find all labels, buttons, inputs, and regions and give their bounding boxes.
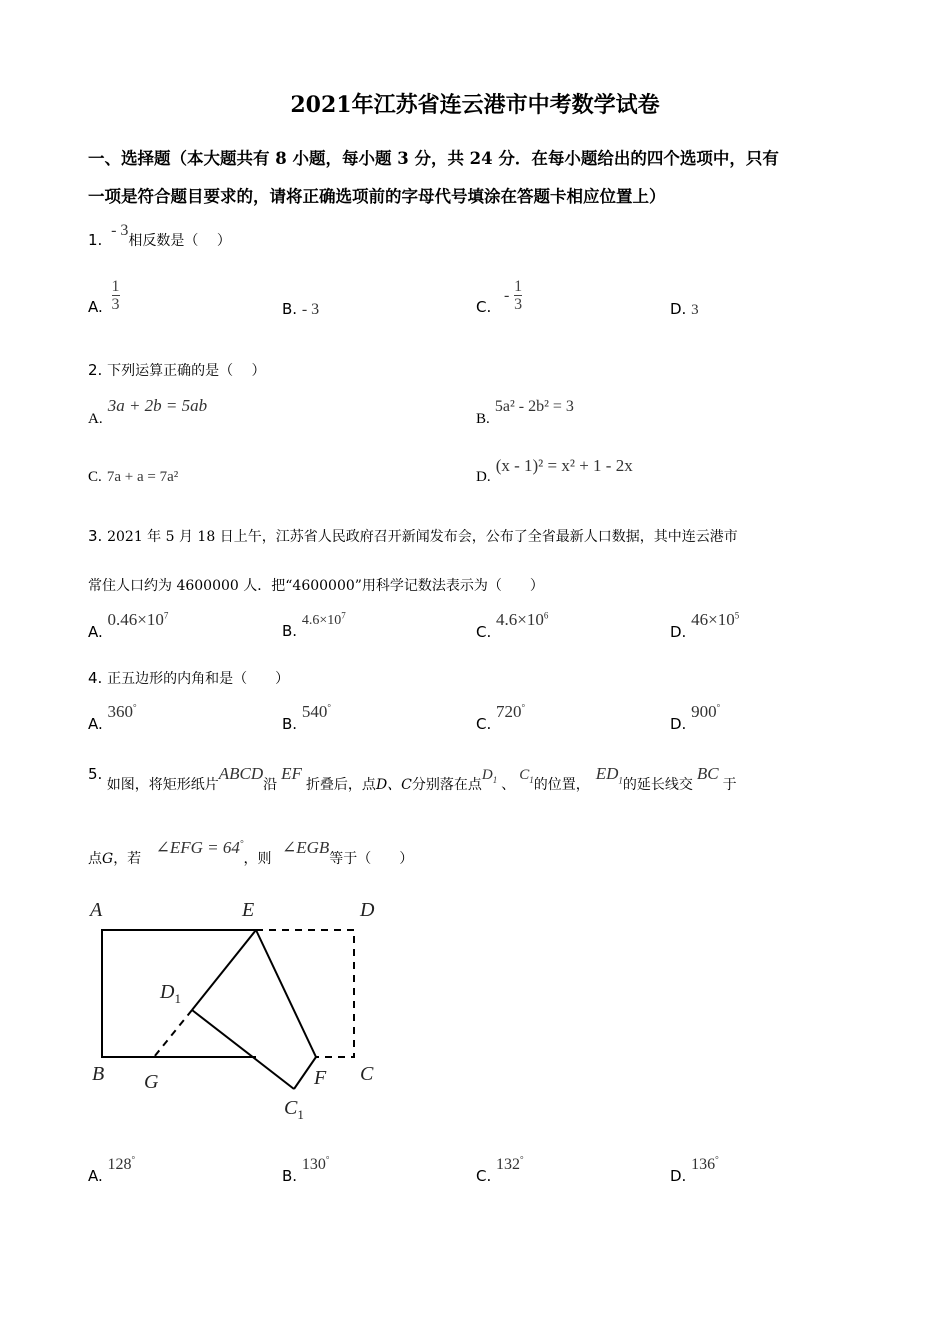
letter: C xyxy=(284,1097,298,1119)
label-d1 xyxy=(159,981,181,1006)
base: 0.46×10 xyxy=(107,610,164,629)
option-value xyxy=(302,1156,330,1173)
label-d: D xyxy=(360,899,375,921)
section-instructions-line1: 一、选择题（本大题共有 8 小题，每小题 3 分，共 24 分．在每小题给出的四个选项中，只有 xyxy=(88,149,779,168)
question-2 xyxy=(88,360,266,380)
option-value xyxy=(691,610,739,629)
q4-option-a[interactable] xyxy=(88,702,137,733)
degree-value: 132 xyxy=(496,1156,521,1174)
option-sign: - xyxy=(504,287,510,304)
denominator: 3 xyxy=(111,296,120,313)
option-label: D. xyxy=(670,300,687,318)
question-5-line1 xyxy=(88,764,737,793)
option-value xyxy=(496,702,525,721)
degree-value: 136 xyxy=(691,1156,716,1174)
q1-option-c[interactable] xyxy=(476,278,523,316)
text-part: 折叠后，点 xyxy=(305,777,376,793)
q2-option-d[interactable] xyxy=(476,456,633,485)
math-ef: EF xyxy=(281,764,302,783)
text-part: 分别落在点 xyxy=(411,777,482,793)
label-f: F xyxy=(314,1067,327,1089)
question-4 xyxy=(88,668,289,688)
text-part: 如图，将矩形纸片 xyxy=(106,777,219,793)
q2-option-c[interactable] xyxy=(88,466,178,486)
segment-e-f xyxy=(256,930,316,1057)
segment-d1-c1 xyxy=(192,1010,294,1089)
q1-option-d[interactable] xyxy=(670,300,699,319)
q3-option-b[interactable] xyxy=(282,610,346,640)
option-label: C. xyxy=(476,298,492,316)
text-part: 沿 xyxy=(263,777,278,793)
option-label: D. xyxy=(670,715,687,733)
option-label: B. xyxy=(282,715,298,733)
degree-value: 360 xyxy=(107,702,134,721)
question-text: 正五边形的内角和是（ ） xyxy=(107,671,290,687)
q4-option-b[interactable] xyxy=(282,702,331,733)
option-label: A. xyxy=(88,298,103,316)
option-value xyxy=(108,610,169,629)
text-part: D、C xyxy=(375,777,412,793)
degree-sign: ° xyxy=(520,1155,524,1165)
subscript: 1 xyxy=(529,775,534,785)
q1-option-b[interactable] xyxy=(282,300,319,319)
option-value xyxy=(496,610,548,629)
q3-option-a[interactable] xyxy=(88,610,169,641)
q4-option-c[interactable] xyxy=(476,702,526,733)
option-expression: (x - 1)² = x² + 1 - 2x xyxy=(495,456,633,475)
option-value xyxy=(496,1156,524,1173)
subscript: 1 xyxy=(297,1107,304,1122)
question-5-line2 xyxy=(88,838,414,867)
q2-option-a[interactable] xyxy=(88,396,208,427)
degree-value: 900 xyxy=(691,702,717,721)
question-1 xyxy=(88,222,231,250)
option-value xyxy=(691,1156,719,1173)
text-part: 的位置， xyxy=(533,777,590,793)
label-b: B xyxy=(92,1063,105,1085)
option-value xyxy=(302,702,331,721)
option-expression: 5a² - 2b² = 3 xyxy=(494,398,574,415)
degree-value: 540 xyxy=(301,702,328,721)
q4-option-d[interactable] xyxy=(670,702,721,733)
label-e: E xyxy=(242,899,255,921)
q2-option-b[interactable] xyxy=(476,396,574,427)
subscript: 1 xyxy=(618,775,623,786)
math-ed1 xyxy=(595,764,623,786)
option-label: A. xyxy=(88,411,103,427)
degree-sign: ° xyxy=(131,1155,136,1165)
numerator: 1 xyxy=(111,278,120,295)
text-part: 的延长线交 xyxy=(622,777,693,793)
page-title: 2021年江苏省连云港市中考数学试卷 xyxy=(290,92,660,118)
exponent: 7 xyxy=(163,610,169,621)
degree-sign: ° xyxy=(327,702,331,713)
segment-c1-f xyxy=(294,1057,316,1089)
exponent: 5 xyxy=(734,610,740,621)
option-expression: 3a + 2b = 5ab xyxy=(107,396,208,415)
option-label: D. xyxy=(670,1167,687,1186)
section-instructions-line2: 一项是符合题目要求的，请将正确选项前的字母代号填涂在答题卡相应位置上） xyxy=(88,187,666,206)
question-number: 2. xyxy=(88,361,103,379)
option-label: C. xyxy=(476,1167,492,1186)
letter: D xyxy=(160,981,175,1003)
question-text-line1: 2021 年 5 月 18 日上午，江苏省人民政府召开新闻发布会，公布了全省最新人口数据，其中连云港市 xyxy=(107,529,738,545)
option-label: A. xyxy=(88,715,103,733)
fraction xyxy=(112,278,120,313)
question-number: 1. xyxy=(88,231,103,249)
question-3 xyxy=(88,526,738,546)
text-part: ，若 xyxy=(113,851,142,867)
option-value xyxy=(108,1156,136,1173)
option-value: 3 xyxy=(691,302,699,318)
math-angle-egb: ∠EGB xyxy=(281,838,330,857)
letter: D xyxy=(481,767,493,783)
degree-sign: ° xyxy=(133,702,137,713)
option-label: B. xyxy=(282,1167,298,1186)
base: 46×10 xyxy=(691,610,735,629)
angle-expr: ∠EFG = 64 xyxy=(155,838,240,857)
q1-option-a[interactable] xyxy=(88,278,120,316)
degree-value: 128 xyxy=(107,1156,132,1174)
math-d1 xyxy=(482,767,497,783)
degree-sign: ° xyxy=(715,1155,719,1165)
question-3-line2: 常住人口约为 4600000 人．把“4600000”用科学记数法表示为（ ） xyxy=(88,578,544,594)
option-label: A. xyxy=(88,1167,103,1186)
subscript: 1 xyxy=(492,775,498,785)
point-g: G xyxy=(102,851,114,867)
folding-figure xyxy=(84,890,394,1130)
fraction xyxy=(514,278,522,313)
subscript: 1 xyxy=(174,991,181,1006)
option-value: - 3 xyxy=(301,301,320,318)
option-value xyxy=(108,702,137,721)
letters: ED xyxy=(595,764,619,783)
q3-option-c[interactable] xyxy=(476,610,549,641)
denominator: 3 xyxy=(514,296,523,313)
text-part: 于 xyxy=(722,777,737,793)
question-number: 5. xyxy=(88,765,103,783)
option-label: D. xyxy=(476,469,491,485)
text-part: 、 xyxy=(501,777,516,793)
option-value xyxy=(691,702,720,721)
text-part: ，则 xyxy=(243,851,272,867)
degree-sign: ° xyxy=(716,702,721,713)
degree-sign: ° xyxy=(239,838,244,849)
math-bc: BC xyxy=(696,764,719,783)
option-label: C. xyxy=(88,469,102,485)
option-label: B. xyxy=(476,411,490,427)
base: 4.6×10 xyxy=(301,613,342,628)
math-abcd: ABCD xyxy=(218,764,264,783)
exponent: 7 xyxy=(341,610,346,621)
text-part: 点 xyxy=(88,851,102,867)
option-label: B. xyxy=(282,622,298,640)
option-label: D. xyxy=(670,623,687,641)
option-label: A. xyxy=(88,623,103,641)
q5-option-a[interactable] xyxy=(88,1155,136,1186)
label-g: G xyxy=(144,1071,159,1093)
option-label: B. xyxy=(282,300,298,318)
degree-value: 720 xyxy=(496,702,522,721)
question-number: 3. xyxy=(88,527,103,545)
exponent: 6 xyxy=(543,610,549,621)
option-label: C. xyxy=(476,623,492,641)
math-angle-efg xyxy=(156,838,244,857)
label-c1 xyxy=(284,1097,304,1122)
question-expression: - 3 xyxy=(111,222,129,239)
degree-sign: ° xyxy=(521,702,526,713)
question-text: 相反数是（ ） xyxy=(128,233,231,249)
label-c: C xyxy=(360,1063,374,1085)
letter: C xyxy=(519,767,530,783)
q5-option-d[interactable] xyxy=(670,1155,719,1186)
question-text: 下列运算正确的是（ ） xyxy=(107,363,266,379)
segment-d1-g-dashed xyxy=(154,1010,192,1057)
option-label: C. xyxy=(476,715,492,733)
option-value xyxy=(301,610,346,628)
option-expression: 7a + a = 7a² xyxy=(106,469,179,485)
numerator: 1 xyxy=(514,278,523,295)
rectangle-dashed-edges xyxy=(256,930,354,1057)
q5-option-b[interactable] xyxy=(282,1155,330,1186)
q3-option-d[interactable] xyxy=(670,610,740,641)
segment-e-d1 xyxy=(192,930,256,1010)
text-part: 等于（ ） xyxy=(329,851,414,867)
math-c1 xyxy=(519,767,534,783)
q5-option-c[interactable] xyxy=(476,1155,524,1186)
degree-sign: ° xyxy=(325,1155,330,1165)
base: 4.6×10 xyxy=(496,610,544,629)
question-number: 4. xyxy=(88,669,103,687)
degree-value: 130 xyxy=(301,1156,326,1174)
label-a: A xyxy=(90,899,103,921)
